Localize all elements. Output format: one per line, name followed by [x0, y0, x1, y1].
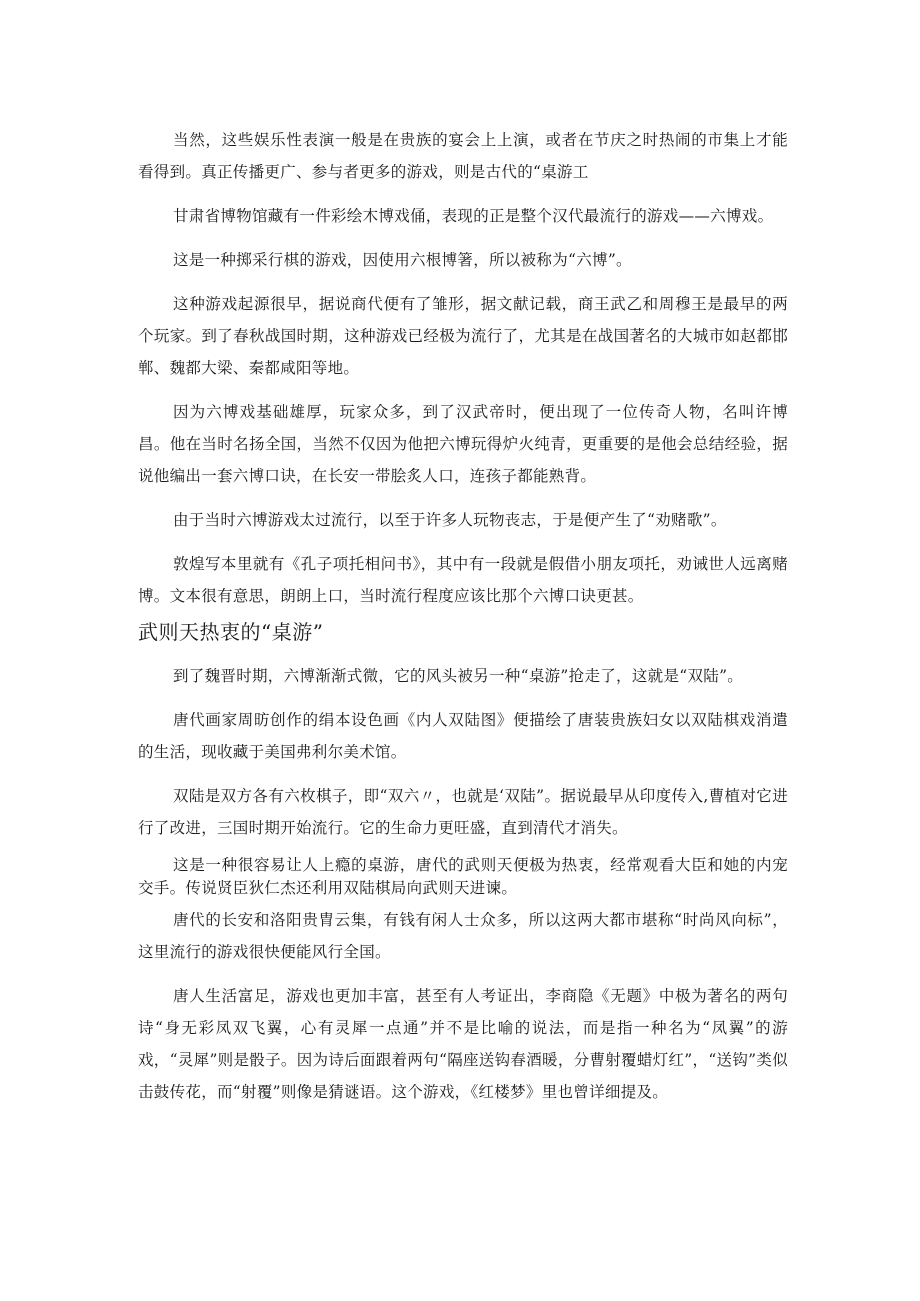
paragraph: 当然，这些娱乐性表演一般是在贵族的宴会上上演，或者在节庆之时热闹的市集上才能看得到。真正传播更广、参与者更多的游戏，则是古代的“桌游工	[138, 131, 788, 181]
paragraph: 因为六博戏基础雄厚，玩家众多，到了汉武帝时，便出现了一位传奇人物，名叫许博昌。他在当时名扬全国，当然不仅因为他把六博玩得炉火纯青，更重要的是他会总结经验，据说他编出一套六博口诀，在长安一带脍炙人口，连孩子都能熟背。	[138, 403, 788, 485]
paragraph: 唐代的长安和洛阳贵胄云集，有钱有闲人士众多，所以这两大都市堪称“时尚风向标”，这里流行的游戏很快便能风行全国。	[138, 911, 788, 961]
paragraph: 这是一种掷采行棋的游戏，因使用六根博箸，所以被称为“六博”。	[173, 251, 632, 269]
paragraph: 到了魏晋时期，六博渐渐式微，它的风头被另一种“桌游”抢走了，这就是“双陆”。	[173, 667, 744, 685]
paragraph: 由于当时六博游戏太过流行，以至于许多人玩物丧志，于是便产生了“劝赌歌”。	[173, 511, 727, 529]
paragraph: 唐代画家周昉创作的绢本设色画《内人双陆图》便描绘了唐装贵族妇女以双陆棋戏消遣的生活，现收藏于美国弗利尔美术馆。	[138, 711, 788, 761]
paragraph: 双陆是双方各有六枚棋子，即“双六〃，也就是‘双陆”。据说最早从印度传入,曹植对它进行了改进，三国时期开始流行。它的生命力更旺盛，直到清代才消失。	[138, 787, 788, 837]
paragraph: 甘肃省博物馆藏有一件彩绘木博戏俑，表现的正是整个汉代最流行的游戏——六博戏。	[173, 207, 774, 225]
paragraph: 唐人生活富足，游戏也更加丰富，甚至有人考证出，李商隐《无题》中极为著名的两句诗“身无彩凤双飞翼，心有灵犀一点通”并不是比喻的说法，而是指一种名为“凤翼”的游戏，“灵犀”则是骰子。因为诗后面跟着两句“隔座送钩春酒暖，分曹射覆蜡灯红”，“送钩”类似击鼓传花，而“射覆”则像是猜谜语。这个游戏，《红楼梦》里也曾详细提及。	[138, 987, 788, 1101]
section-heading: 武则天热衷的“桌游”	[138, 620, 324, 644]
paragraph: 这种游戏起源很早，据说商代便有了雏形，据文献记载，商王武乙和周穆王是最早的两个玩家。到了春秋战国时期，这种游戏已经极为流行了，尤其是在战国著名的大城市如赵都邯郸、魏都大梁、秦都咸阳等地。	[138, 295, 788, 377]
paragraph: 敦煌写本里就有《孔子项托相问书》，其中有一段就是假借小朋友项托，劝诫世人远离赌博。文本很有意思，朗朗上口，当时流行程度应该比那个六博口诀更甚。	[138, 555, 788, 605]
document-page	[138, 124, 788, 1108]
paragraph: 这是一种很容易让人上瘾的桌游，唐代的武则天便极为热衷，经常观看大臣和她的内宠交手。传说贤臣狄仁杰还利用双陆棋局向武则天进谏。	[138, 856, 788, 897]
